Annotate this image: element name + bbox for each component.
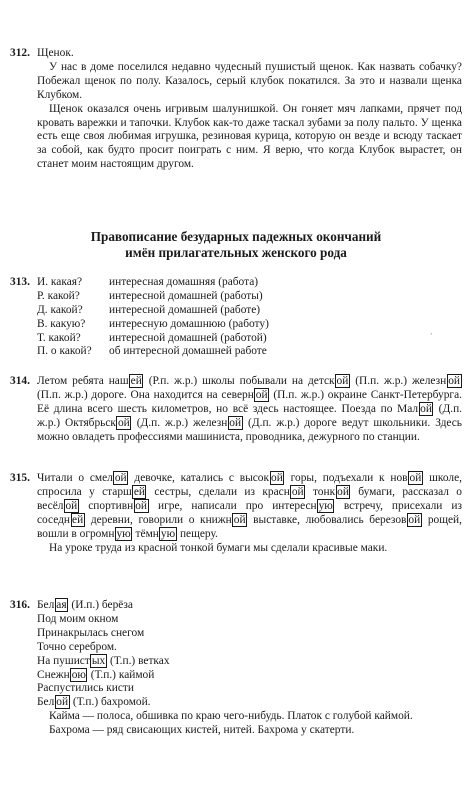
exercise-316 [10, 599, 462, 738]
declension-row [37, 304, 462, 318]
declension-row [37, 318, 462, 332]
boxed-ending: ей [130, 375, 142, 387]
boxed-ending: ой [291, 485, 304, 498]
case-question: В. какую? [37, 317, 86, 330]
exercise-text [37, 375, 462, 445]
text-segment: горы, подъехали к нов [284, 472, 408, 484]
case-question: Р. какой? [37, 289, 80, 302]
case-form: интересной домашней (работы) [109, 289, 263, 302]
case-form: интересной домашней (работе) [109, 303, 261, 316]
text-segment: (Д.п. ж.р.) Октябрьск [37, 402, 463, 429]
text-segment: тонк [305, 485, 336, 498]
boxed-ending: ою [71, 668, 86, 681]
boxed-ending: ой [233, 513, 246, 526]
poem-line [37, 696, 462, 710]
exercise-315 [10, 472, 462, 555]
declension-table [37, 276, 462, 359]
text-segment: Летом ребята наш [37, 375, 129, 387]
boxed-ending: ей [133, 485, 145, 498]
declension-row [37, 290, 462, 304]
heading-line-2: имён прилагательных женского рода [125, 245, 347, 260]
exercise-text [37, 472, 462, 542]
text-segment: Снежн [37, 668, 70, 681]
poem-line: Под моим окном [37, 612, 119, 625]
case-question: Д. какой? [37, 303, 83, 316]
exercise-number: 314. [10, 375, 30, 387]
text-segment: девочке, катались с высок [128, 472, 270, 484]
text-segment: Читали о смел [37, 472, 113, 484]
boxed-ending: ую [160, 527, 176, 540]
text-segment: (И.п.) берёза [68, 599, 133, 611]
boxed-ending: ой [114, 472, 127, 484]
definition-kaima: Кайма — полоса, обшивка по краю чего-нибудь. Платок с голубой каймой. [49, 710, 413, 723]
text-segment: школе, спросила у старш [37, 472, 462, 498]
poem-line: Точно серебром. [37, 640, 117, 653]
poem-line [37, 655, 462, 669]
definition-bakhroma: Бахрома — ряд свисающих кистей, нитей. Бахрома у скатерти. [49, 724, 355, 737]
poem-line [37, 669, 462, 683]
text-segment: бумаги, рассказал о весёл [37, 485, 462, 512]
boxed-ending: ой [408, 513, 421, 526]
text-segment: (Т.п.) ветках [107, 654, 170, 667]
text-segment: деревни, говорили о книжн [85, 513, 232, 526]
text-segment: На пушист [37, 654, 90, 667]
case-form: интересной домашней (работой) [109, 331, 267, 344]
paragraph-2: Щенок оказался очень игривым шалунишкой. Он гоняет мяч лапками, прячет под кровать варежки и тапочки. Клубок как-то даже таскал зубами за полу пальто. У щенка есть еще своя любимая игрушка, резиновая курица, которую он везде и всюду таскает за собой, как будто просит поиграть с ним. Я верю, что когда Клубок вырастет, он станет моим настоящим другом. [37, 102, 462, 171]
text-segment: встречу, присехали из соседн [37, 499, 462, 526]
text-segment: (Р.п. ж.р.) школы побывали на детск [143, 375, 335, 387]
boxed-ending: ой [65, 499, 78, 512]
text-segment: Бел [37, 696, 55, 709]
exercise-number: 312. [10, 47, 30, 59]
heading-line-1: Правописание безударных падежных окончаний [90, 229, 382, 244]
section-heading [10, 229, 462, 261]
text-segment: рощей, вошли в огромн [37, 513, 463, 540]
text-segment: (Т.п.) каймой [87, 668, 155, 681]
case-form: интересная домашняя (работа) [109, 276, 259, 288]
case-question: П. о какой? [37, 345, 92, 358]
story-title: Щенок. [37, 47, 74, 59]
text-segment: выставке, любовались березов [247, 513, 407, 526]
exercise-number: 313. [10, 276, 30, 288]
exercise-number: 316. [10, 599, 30, 611]
text-segment: (Т.п.) бахромой. [70, 696, 151, 709]
poem-line: Принакрылась снегом [37, 626, 145, 639]
boxed-ending: ой [336, 375, 349, 387]
boxed-ending: ой [420, 402, 432, 415]
text-segment: (П.п. ж.р.) окраине Санкт-Петербурга. Её длина всего шесть километров, но всё здесь настоящее. Поезда по Мал [37, 388, 462, 415]
text-segment: (Д.п. ж.р.) дороге ведут школьники. Здесь можно овладеть профессиями машиниста, проводника, дежурного по станции. [37, 416, 463, 443]
boxed-ending: ую [116, 527, 131, 540]
boxed-ending: ую [318, 499, 333, 512]
case-form: об интересной домашней работе [109, 345, 267, 358]
boxed-ending: ей [72, 513, 84, 526]
text-segment: спортивн [79, 499, 134, 512]
text-segment: Бел [37, 599, 55, 611]
poem-line [37, 599, 462, 613]
text-segment: сестры, сделали из красн [146, 485, 290, 498]
text-segment: (П.п. ж.р.) дороге. Она находится на северн [37, 388, 254, 401]
text-segment: (П.п. ж.р.) железн [350, 375, 447, 387]
case-form: интересную домашнюю (работу) [109, 317, 269, 330]
boxed-ending: ой [271, 472, 283, 484]
text-segment: (Д.п. ж.р.) железн [131, 416, 228, 429]
boxed-ending: ой [117, 416, 130, 429]
declension-row [37, 276, 462, 290]
text-segment: игре, написали про интересн [149, 499, 317, 512]
boxed-ending: ой [135, 499, 147, 512]
boxed-ending: ой [409, 472, 422, 484]
text-segment: тёмн [132, 527, 159, 540]
text-segment: пещеру. [177, 527, 218, 540]
margin-mark: ˑ [430, 330, 433, 340]
boxed-ending: ой [255, 388, 268, 401]
boxed-ending: ой [448, 375, 460, 387]
boxed-ending: ой [56, 696, 69, 709]
boxed-ending: ой [337, 485, 349, 498]
exercise-number: 315. [10, 472, 30, 484]
poem-line: Распустились кисти [37, 682, 135, 695]
exercise-313 [10, 276, 462, 359]
exercise-314 [10, 375, 462, 445]
declension-row [37, 332, 462, 346]
case-question: И. какая? [37, 276, 83, 288]
declension-row [37, 345, 462, 359]
boxed-ending: ых [91, 654, 106, 667]
boxed-ending: ой [229, 416, 242, 429]
exercise-last-sentence: На уроке труда из красной тонкой бумаги мы сделали красивые маки. [49, 541, 388, 554]
paragraph-1: У нас в доме поселился недавно чудесный пушистый щенок. Как назвать собачку? Побежал щенок по полу. Казалось, серый клубок покатился. За это и назвали щенка Клубком. [37, 60, 462, 101]
boxed-ending: ая [56, 599, 67, 611]
case-question: Т. какой? [37, 331, 81, 344]
exercise-312 [10, 47, 462, 172]
